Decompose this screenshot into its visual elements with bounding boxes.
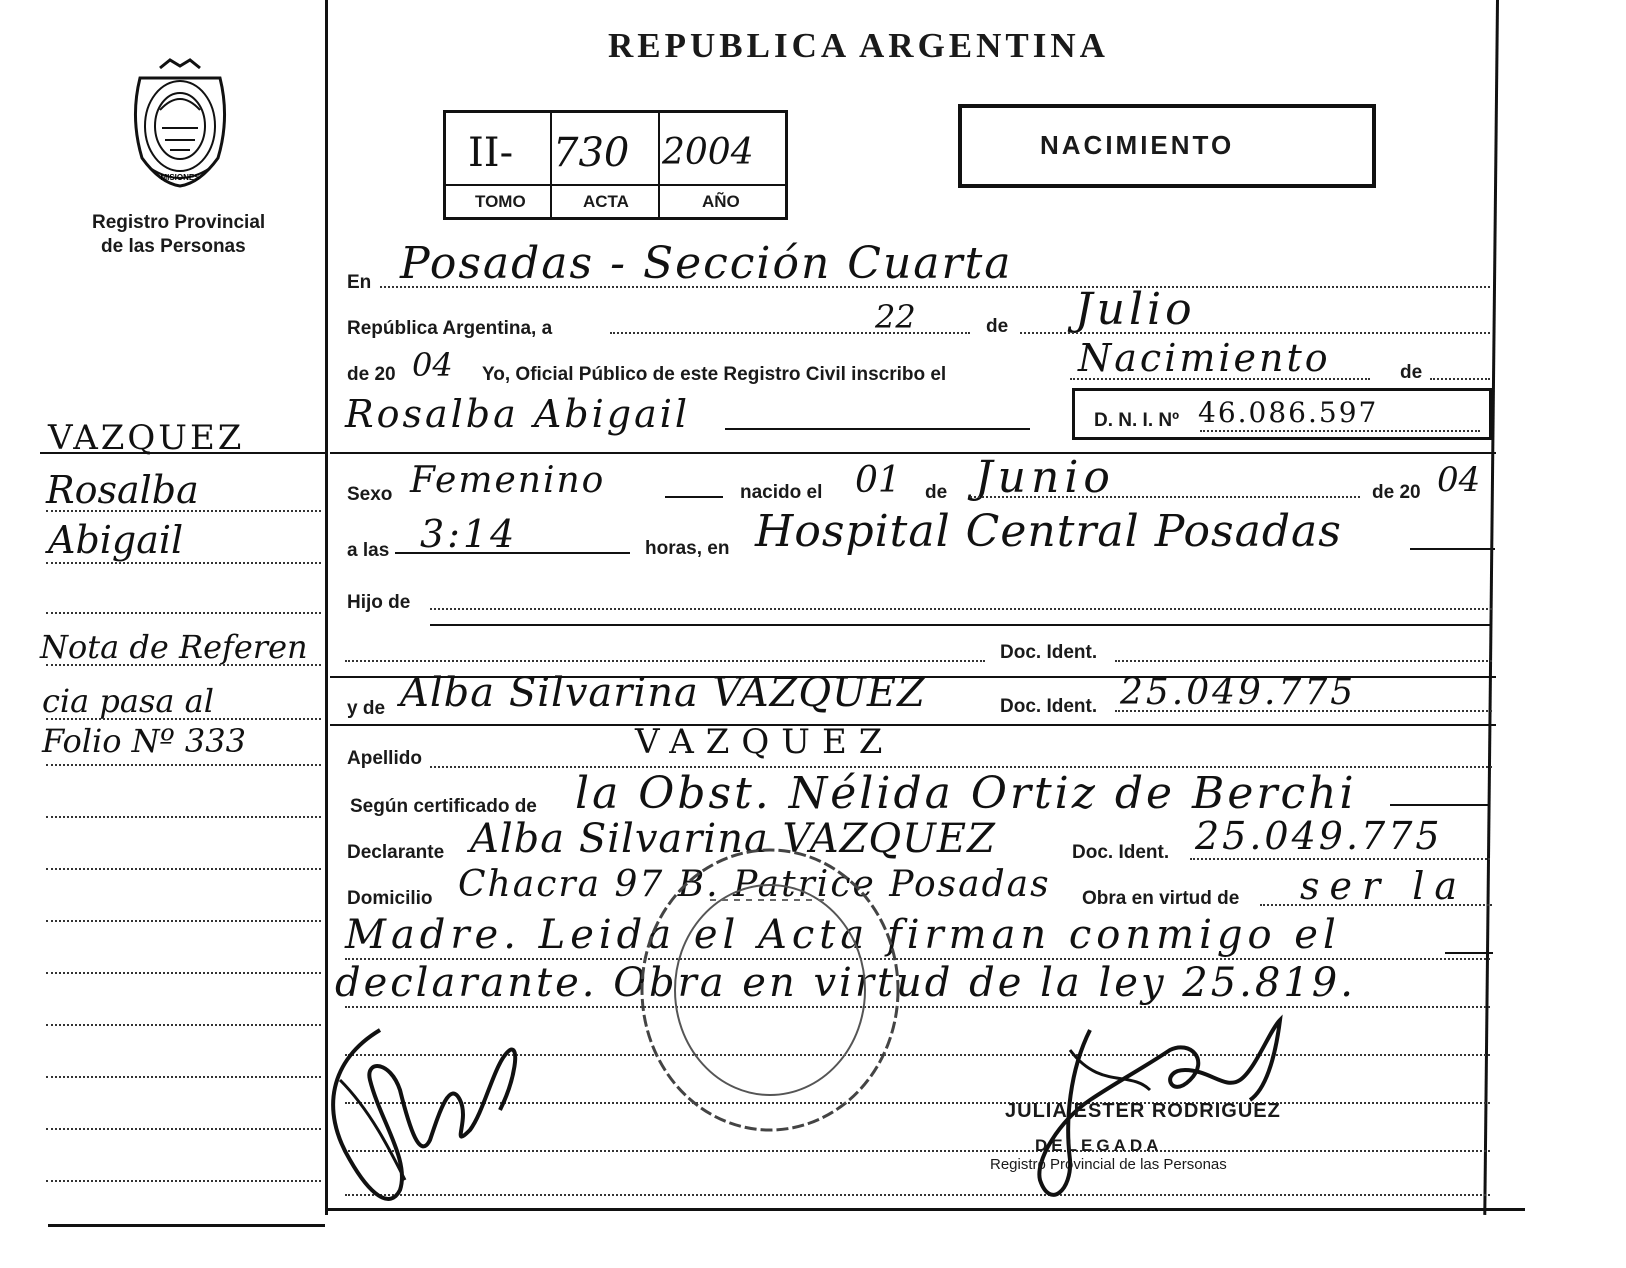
dni-label: D. N. I. Nº (1094, 410, 1180, 431)
official-stamp-icon (630, 840, 910, 1140)
provincial-seal-icon (120, 58, 240, 188)
en-label: En (347, 272, 372, 293)
tomo-value: II- (468, 130, 514, 176)
month-value: Julio (1075, 284, 1196, 335)
birth-day-value: 01 (855, 460, 901, 501)
continuation-line-2: declarante. Obra en virtud de la ley 25.819. (335, 960, 1356, 1006)
margin-line-5 (46, 664, 321, 666)
margin-line-1 (40, 452, 325, 454)
republica-label: República Argentina, a (347, 318, 553, 339)
alas-label: a las (347, 540, 390, 561)
inscribo-line (1070, 378, 1370, 380)
row-rule-2 (430, 624, 1492, 626)
father-doc-value-line (1115, 660, 1492, 662)
horas-label: horas, en (645, 538, 730, 559)
ano-label: AÑO (702, 192, 740, 211)
continuation-rule-1 (1445, 952, 1493, 954)
margin-line-2 (46, 510, 321, 512)
father-doc-line (345, 660, 985, 662)
dni-line (1200, 430, 1480, 432)
full-name-value: Rosalba Abigail (345, 392, 691, 436)
domicilio-label: Domicilio (347, 888, 433, 909)
inscribo-value: Nacimiento (1078, 336, 1331, 380)
ano-value: 2004 (662, 132, 754, 173)
en-line (380, 286, 1490, 288)
month-line (1020, 332, 1490, 334)
margin-line-13 (46, 1076, 321, 1078)
margin-note-line1: Nota de Referen (40, 628, 308, 666)
inscribo-end-line (1430, 378, 1490, 380)
official-name: JULIA ESTER RODRIGUEZ (1005, 1100, 1281, 1122)
record-type: NACIMIENTO (1040, 130, 1235, 160)
doc-ident-label-3: Doc. Ident. (1072, 842, 1170, 863)
doc-ident-label-2: Doc. Ident. (1000, 696, 1098, 717)
declarante-value: Alba Silvarina VAZQUEZ (470, 816, 996, 862)
place-line (1410, 548, 1495, 550)
declarant-signature-icon (310, 1020, 530, 1220)
record-id-divider-1 (550, 110, 552, 220)
de-label-birth: de (925, 482, 948, 503)
hour-line (395, 552, 630, 554)
margin-line-3 (46, 562, 321, 564)
row-rule-1 (330, 452, 1496, 454)
margin-line-8 (46, 816, 321, 818)
acta-value: 730 (553, 130, 630, 176)
domicilio-value: Chacra 97 B. Patrice Posadas (458, 864, 1051, 905)
margin-note-line3: Folio Nº 333 (42, 722, 246, 760)
margin-name2: Abigail (48, 518, 184, 562)
record-id-divider-2 (658, 110, 660, 220)
obra-line (1260, 904, 1492, 906)
obra-value: ser la (1300, 864, 1468, 908)
mother-doc-value: 25.049.775 (1120, 672, 1357, 713)
day-line (610, 332, 970, 334)
continuation-line-1: Madre. Leida el Acta firman conmigo el (345, 912, 1341, 958)
day-value: 22 (875, 298, 916, 336)
birth-year-value: 04 (1437, 460, 1481, 500)
hijo-label: Hijo de (347, 592, 411, 613)
segun-line (1390, 804, 1490, 806)
country-title: REPUBLICA ARGENTINA (608, 26, 1109, 65)
declarante-doc-line (1190, 858, 1490, 860)
place-value: Hospital Central Posadas (755, 506, 1342, 557)
en-value: Posadas - Sección Cuarta (400, 238, 1013, 289)
sexo-label: Sexo (347, 484, 393, 505)
official-signature-icon (1010, 1010, 1300, 1240)
nacido-label: nacido el (740, 482, 823, 503)
full-name-line (725, 428, 1030, 430)
hijo-line (430, 608, 1492, 610)
doc-ident-label-1: Doc. Ident. (1000, 642, 1098, 663)
margin-surname: VAZQUEZ (48, 418, 245, 458)
sexo-value: Femenino (410, 460, 606, 501)
official-office: Registro Provincial de las Personas (990, 1156, 1227, 1173)
de-label-inscribo: de (1400, 362, 1423, 383)
yo-label: Yo, Oficial Público de este Registro Civil inscribo el (482, 364, 947, 385)
margin-line-7 (46, 764, 321, 766)
birth-month-value: Junio (975, 452, 1115, 503)
margin-line-11 (46, 972, 321, 974)
margin-note-line2: cia pasa al (42, 682, 214, 720)
de-label-date: de (986, 316, 1009, 337)
dni-value: 46.086.597 (1198, 396, 1379, 429)
margin-line-15 (46, 1180, 321, 1182)
margin-line-10 (46, 920, 321, 922)
sexo-line (665, 496, 723, 498)
apellido-label: Apellido (347, 748, 422, 769)
acta-label: ACTA (583, 192, 629, 211)
margin-line-4 (46, 612, 321, 614)
row-rule-4 (330, 724, 1496, 726)
tomo-label: TOMO (475, 192, 526, 211)
margin-line-9 (46, 868, 321, 870)
svg-text:MISIONES: MISIONES (160, 173, 200, 182)
year-value: 04 (412, 346, 453, 384)
declarante-doc-value: 25.049.775 (1195, 814, 1443, 858)
obra-label: Obra en virtud de (1082, 888, 1240, 909)
hour-value: 3:14 (420, 512, 518, 556)
birth-month-line (970, 496, 1360, 498)
record-id-label-divider (443, 184, 788, 186)
margin-line-12 (46, 1024, 321, 1026)
margin-line-6 (46, 718, 321, 720)
yde-label: y de (347, 698, 386, 719)
official-title: DELEGADA (1035, 1136, 1163, 1155)
year-prefix-label: de 20 (347, 364, 396, 385)
segun-value: la Obst. Nélida Ortiz de Berchi (575, 768, 1357, 819)
segun-label: Según certificado de (350, 796, 537, 817)
apellido-value: VAZQUEZ (635, 722, 895, 762)
mother-value: Alba Silvarina VAZQUEZ (400, 670, 926, 716)
margin-line-14 (46, 1128, 321, 1130)
declarante-label: Declarante (347, 842, 445, 863)
birth-year-prefix: de 20 (1372, 482, 1421, 503)
mother-doc-line (1115, 710, 1492, 712)
continuation-dots-2 (345, 1006, 1490, 1008)
margin-name1: Rosalba (46, 468, 199, 512)
margin-bottom-border (48, 1224, 325, 1227)
registry-name-line1: Registro Provincial (92, 212, 266, 233)
registry-name-line2: de las Personas (101, 236, 246, 257)
